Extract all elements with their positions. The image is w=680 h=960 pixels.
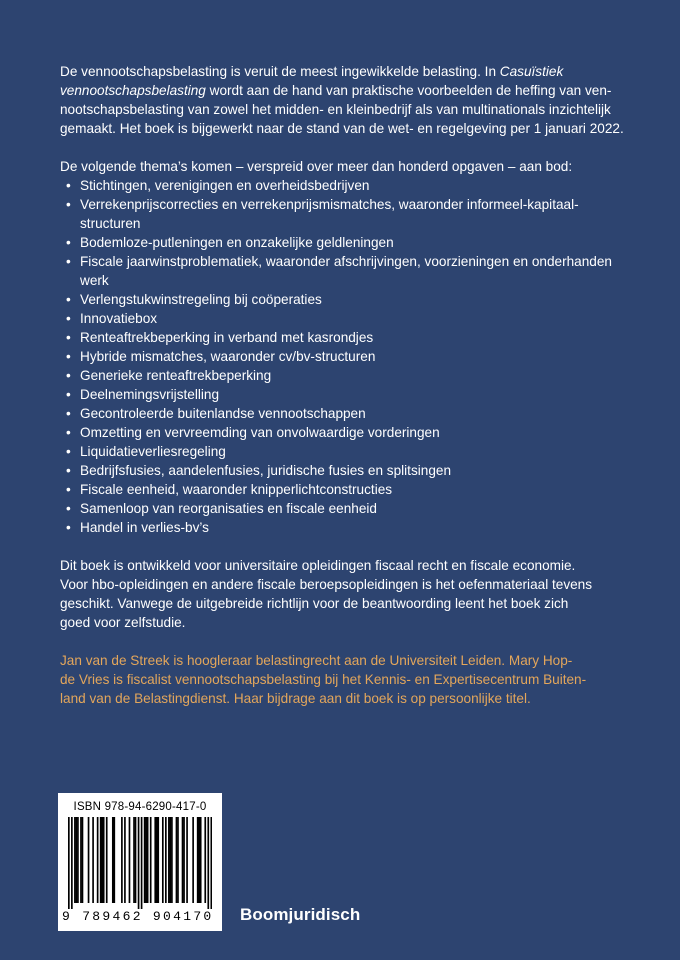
theme-item — [60, 290, 630, 309]
theme-item — [60, 518, 630, 537]
barcode-bar — [133, 817, 135, 903]
barcode-bar — [157, 817, 159, 903]
barcode-bar — [144, 817, 146, 903]
barcode-bar — [186, 817, 188, 903]
barcode-bar — [198, 817, 200, 903]
theme-item — [60, 499, 630, 518]
theme-item — [60, 404, 630, 423]
barcode-bar — [129, 817, 131, 903]
barcode-bar — [183, 817, 185, 903]
book-title-part-1: Casuïstiek — [499, 64, 564, 79]
theme-item-line: • Samenloop van reorganisaties en fiscale eenheid — [80, 501, 377, 516]
theme-item-line: • Verrekenprijscorrecties en verrekenprijsmismatches, waaronder informeel-kapitaal- — [80, 197, 579, 212]
barcode-bar — [106, 817, 108, 903]
theme-item-line: • Innovatiebox — [80, 311, 158, 326]
theme-item — [60, 385, 630, 404]
barcode-digits: 9 789462 904170 — [62, 909, 214, 924]
intro-line-1 — [60, 62, 630, 81]
theme-item-line: • Deelnemingsvrijstelling — [80, 387, 220, 402]
barcode-bar — [97, 817, 99, 903]
theme-item-line: • Generieke renteaftrekbeperking — [80, 368, 272, 383]
barcode-bar — [92, 817, 94, 903]
themes-heading: De volgende thema’s komen – verspreid over meer dan honderd opgaven – aan bod: — [60, 159, 573, 174]
theme-item — [60, 309, 630, 328]
authors-line: land van de Belastingdienst. Haar bijdrage aan dit boek is op persoonlijke titel. — [60, 691, 531, 706]
barcode-bar — [103, 817, 105, 903]
intro-line-2 — [60, 81, 630, 100]
barcode-bar — [171, 817, 173, 903]
barcode-bars — [68, 817, 212, 909]
barcode-bar — [138, 817, 140, 909]
barcode-bar — [71, 817, 73, 909]
barcode-bar — [162, 817, 164, 903]
authors-line: Jan van de Streek is hoogleraar belastingrecht aan de Universiteit Leiden. Mary Hop- — [60, 653, 573, 668]
barcode-bar — [200, 817, 202, 903]
barcode-bar — [176, 817, 178, 903]
intro-line-4: gemaakt. Het boek is bijgewerkt naar de stand van de wet- en regelgeving per 1 januari 2022. — [60, 121, 624, 136]
barcode-bar — [170, 817, 172, 903]
theme-item — [60, 233, 630, 252]
theme-item-line: • Fiscale jaarwinstproblematiek, waaronder afschrijvingen, voorzieningen en onderhanden — [80, 254, 612, 269]
theme-item — [60, 442, 630, 461]
barcode-bar — [145, 817, 147, 903]
barcode-bar — [168, 817, 170, 903]
theme-item-line: • Bodemloze-putleningen en onzakelijke geldleningen — [80, 235, 394, 250]
barcode-bar — [147, 817, 149, 903]
theme-item-line: • Verlengstukwinstregeling bij coöperaties — [80, 292, 322, 307]
barcode-bar — [80, 817, 82, 903]
intro-line-1-text: De vennootschapsbelasting is veruit de meest ingewikkelde belasting. In — [60, 64, 497, 79]
theme-item — [60, 176, 630, 195]
theme-item — [60, 252, 630, 290]
theme-item-line: • Omzetting en vervreemding van onvolwaardige vorderingen — [80, 425, 440, 440]
study-line: geschikt. Vanwege de uitgebreide richtlijn voor de beantwoording leent het boek zich — [60, 596, 569, 611]
study-line: Dit boek is ontwikkeld voor universitaire opleidingen fiscaal recht en fiscale economie. — [60, 558, 576, 573]
theme-item — [60, 480, 630, 499]
barcode-bar — [74, 817, 76, 903]
theme-item-line: structuren — [80, 216, 141, 231]
theme-item-line: werk — [80, 273, 109, 288]
study-line: goed voor zelfstudie. — [60, 615, 186, 630]
barcode-bar — [88, 817, 90, 903]
barcode-bar — [197, 817, 199, 903]
theme-item — [60, 366, 630, 385]
publisher-logo: Boomjuridisch — [240, 905, 361, 924]
book-title-part-2: vennootschapsbelasting — [60, 83, 206, 98]
barcode-bar — [100, 817, 102, 903]
theme-item-line: • Hybride mismatches, waaronder cv/bv-structuren — [80, 349, 376, 364]
barcode-bar — [124, 817, 126, 903]
barcode-bar — [113, 817, 115, 903]
barcode-bar — [182, 817, 184, 903]
barcode-label — [58, 793, 222, 931]
intro-paragraph — [60, 62, 630, 138]
barcode-bar — [177, 817, 179, 903]
intro-line-2-text: wordt aan de hand van praktische voorbeelden de heffing van ven- — [205, 83, 612, 98]
barcode-bar — [76, 817, 78, 903]
barcode-bar — [150, 817, 152, 903]
back-cover-text — [60, 62, 630, 708]
barcode-bar — [121, 817, 123, 903]
barcode-bar — [156, 817, 158, 903]
theme-item-line: • Liquidatieverliesregeling — [80, 444, 226, 459]
barcode-bar — [77, 817, 79, 903]
barcode-bar — [204, 817, 206, 903]
barcode-bar — [101, 817, 103, 903]
barcode-bar — [141, 817, 143, 909]
study-paragraph — [60, 556, 630, 632]
theme-item — [60, 423, 630, 442]
theme-item-line: • Stichtingen, verenigingen en overheidsbedrijven — [80, 178, 370, 193]
intro-line-3: nootschapsbelasting van zowel het midden- en kleinbedrijf als van multinationals inzichtelijk — [60, 102, 611, 117]
theme-item-line: • Bedrijfsfusies, aandelenfusies, juridische fusies en splitsingen — [80, 463, 452, 478]
barcode-bar — [165, 817, 167, 903]
theme-item — [60, 195, 630, 233]
theme-item-line: • Handel in verlies-bv’s — [80, 520, 209, 535]
theme-item — [60, 461, 630, 480]
theme-item-line: • Renteaftrekbeperking in verband met kasrondjes — [80, 330, 374, 345]
barcode-bar — [192, 817, 194, 903]
theme-item — [60, 328, 630, 347]
study-line: Voor hbo-opleidingen en andere fiscale beroepsopleidingen is het oefenmateriaal tevens — [60, 577, 593, 592]
authors-line: de Vries is fiscalist vennootschapsbelasting bij het Kennis- en Expertisecentrum Buiten- — [60, 672, 587, 687]
themes-list — [60, 176, 630, 537]
barcode-bar — [112, 817, 114, 903]
theme-item-line: • Fiscale eenheid, waaronder knipperlichtconstructies — [80, 482, 393, 497]
barcode-bar — [210, 817, 212, 909]
barcode-bar — [82, 817, 84, 903]
authors-paragraph — [60, 651, 630, 708]
barcode-bar — [68, 817, 70, 909]
isbn-number: ISBN 978-94-6290-417-0 — [73, 801, 207, 813]
theme-item-line: • Gecontroleerde buitenlandse vennootschappen — [80, 406, 366, 421]
barcode-bar — [207, 817, 209, 909]
barcode-bar — [154, 817, 156, 903]
barcode-bar — [135, 817, 137, 903]
theme-item — [60, 347, 630, 366]
